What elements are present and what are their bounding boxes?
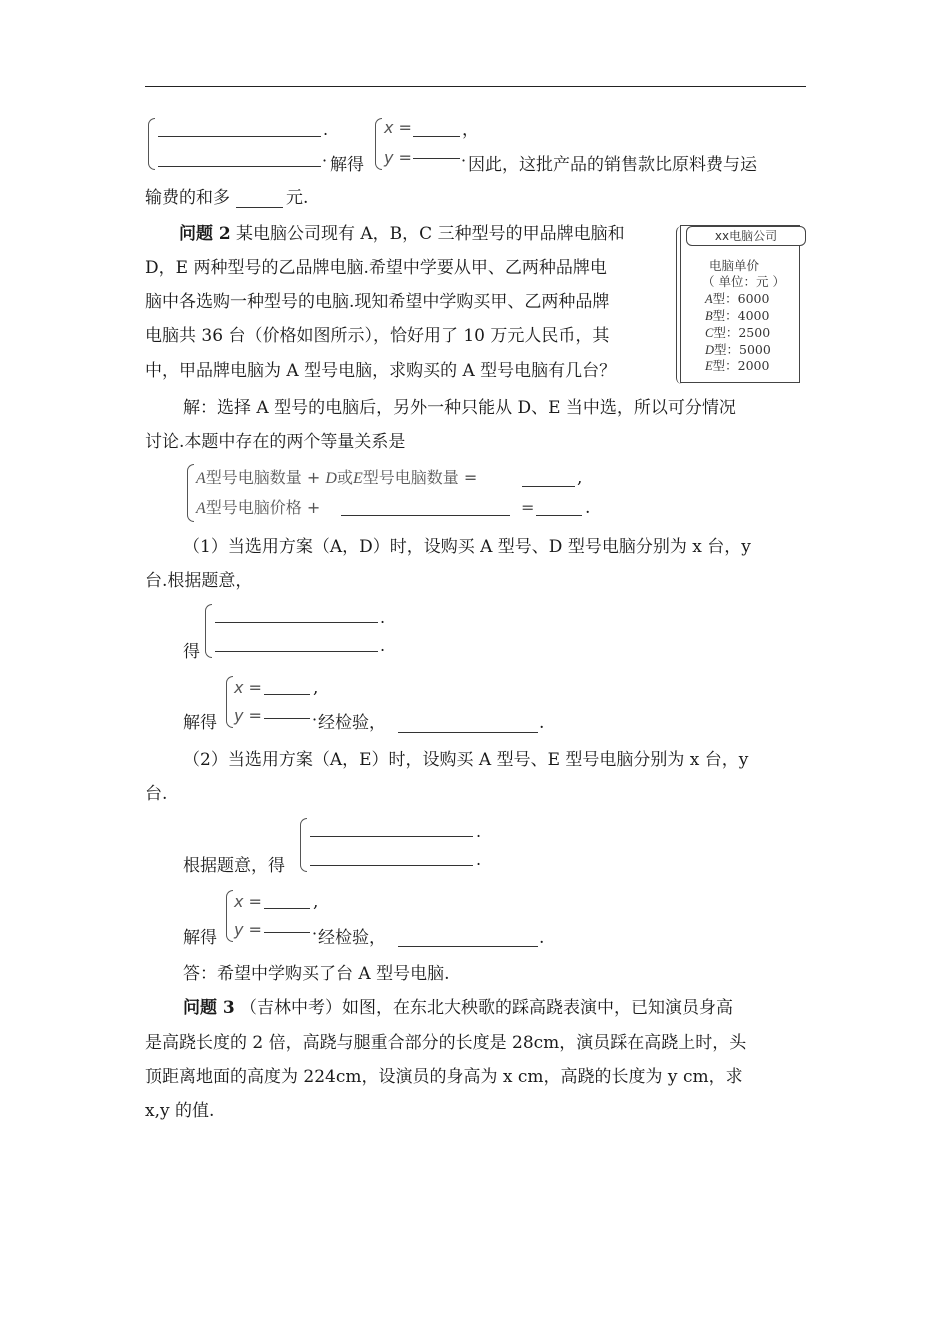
conclusion-text: 因此，这批产品的销售款比原料费与运 [468,155,757,175]
blank-eq2[interactable] [158,166,321,167]
blank-case1-y[interactable] [264,718,310,719]
blank-case2-x[interactable] [264,908,310,909]
solve-label: 解得 [330,155,364,175]
solution-intro-1: 解：选择 A 型号的电脑后，另外一种只能从 D、E 当中选，所以可分情况 [183,398,736,418]
blank-amount[interactable] [236,207,283,208]
left-brace [148,118,155,170]
blank-eq1[interactable] [158,136,321,137]
blank-case2-check[interactable] [398,946,538,947]
price-a: A型：6000 [705,291,770,306]
blank-relation1[interactable] [522,486,575,487]
solution-intro-2: 讨论.本题中存在的两个等量关系是 [145,432,406,452]
case2-get: 根据题意，得 [183,856,285,876]
case2-system-brace [300,818,307,872]
price-c: C型：2500 [705,325,771,340]
answer-line: 答：希望中学购买了台 A 型号电脑. [183,964,450,984]
case1-system-brace [205,604,212,658]
case1-line1: （1）当选用方案（A，D）时，设购买 A 型号、D 型号电脑分别为 x 台，y [183,537,751,557]
blank-relation2-left[interactable] [341,515,510,516]
blank-case1-eq1[interactable] [215,622,378,623]
relation-1: A型号电脑数量 + D或E型号电脑数量 = [196,468,478,487]
blank-case1-check[interactable] [398,732,538,733]
blank-case2-eq1[interactable] [310,836,473,837]
solution-brace [375,118,382,170]
price-b: B型：4000 [705,308,770,323]
blank-case1-x[interactable] [264,694,310,695]
blank-case2-eq2[interactable] [310,865,473,866]
blank-y[interactable] [413,158,460,159]
problem3-label: 问题 3 [183,998,235,1018]
problem3-line4: x,y 的值. [145,1101,215,1121]
conclusion-line2: 输费的和多 [145,188,230,208]
card-unit: （ 单位：元 ） [702,274,785,289]
relation-brace [187,464,194,522]
case1-solve: 解得 [183,713,217,733]
problem2-line5: 中，甲品牌电脑为 A 型号电脑，求购买的 A 型号电脑有几台？ [145,361,617,381]
x-equals: x = [384,118,412,137]
case2-solution-brace [226,890,233,942]
blank-relation2-right[interactable] [536,515,582,516]
blank-case2-y[interactable] [264,932,310,933]
case2-line2: 台. [145,784,168,804]
price-d: D型：5000 [705,342,771,357]
card-title: 电脑单价 [709,258,760,273]
case2-solve: 解得 [183,928,217,948]
problem2-label: 问题 2 [179,224,231,244]
case2-check: 经检验， [318,928,386,948]
case1-line2: 台.根据题意， [145,571,253,591]
case2-line1: （2）当选用方案（A，E）时，设购买 A 型号、E 型号电脑分别为 x 台，y [183,750,749,770]
y-equals: y = [384,148,412,167]
relation-2: A型号电脑价格 + [196,498,321,517]
case1-get: 得 [183,642,200,662]
header-rule [145,86,806,87]
blank-x[interactable] [413,136,460,137]
blank-case1-eq2[interactable] [215,651,378,652]
problem3-line3: 顶距离地面的高度为 224cm，设演员的身高为 x cm，高跷的长度为 y cm，求 [145,1067,743,1087]
problem2-line4: 电脑共 36 台（价格如图所示），恰好用了 10 万元人民币，其 [145,326,610,346]
problem2-line2: D，E 两种型号的乙品牌电脑.希望中学要从甲、乙两种品牌电 [145,258,607,278]
price-e: E型：2000 [705,358,770,373]
problem3-line2: 是高跷长度的 2 倍，高跷与腿重合部分的长度是 28cm，演员踩在高跷上时，头 [145,1033,747,1053]
problem2-line3: 脑中各选购一种型号的电脑.现知希望中学购买甲、乙两种品牌 [145,292,610,312]
company-name: xx电脑公司 [686,226,806,246]
problem3-line1: （吉林中考）如图，在东北大秧歌的踩高跷表演中，已知演员身高 [240,998,733,1018]
problem2-line1: 某电脑公司现有 A，B，C 三种型号的甲品牌电脑和 [236,224,625,244]
case1-solution-brace [226,676,233,728]
case1-check: 经检验， [318,713,386,733]
